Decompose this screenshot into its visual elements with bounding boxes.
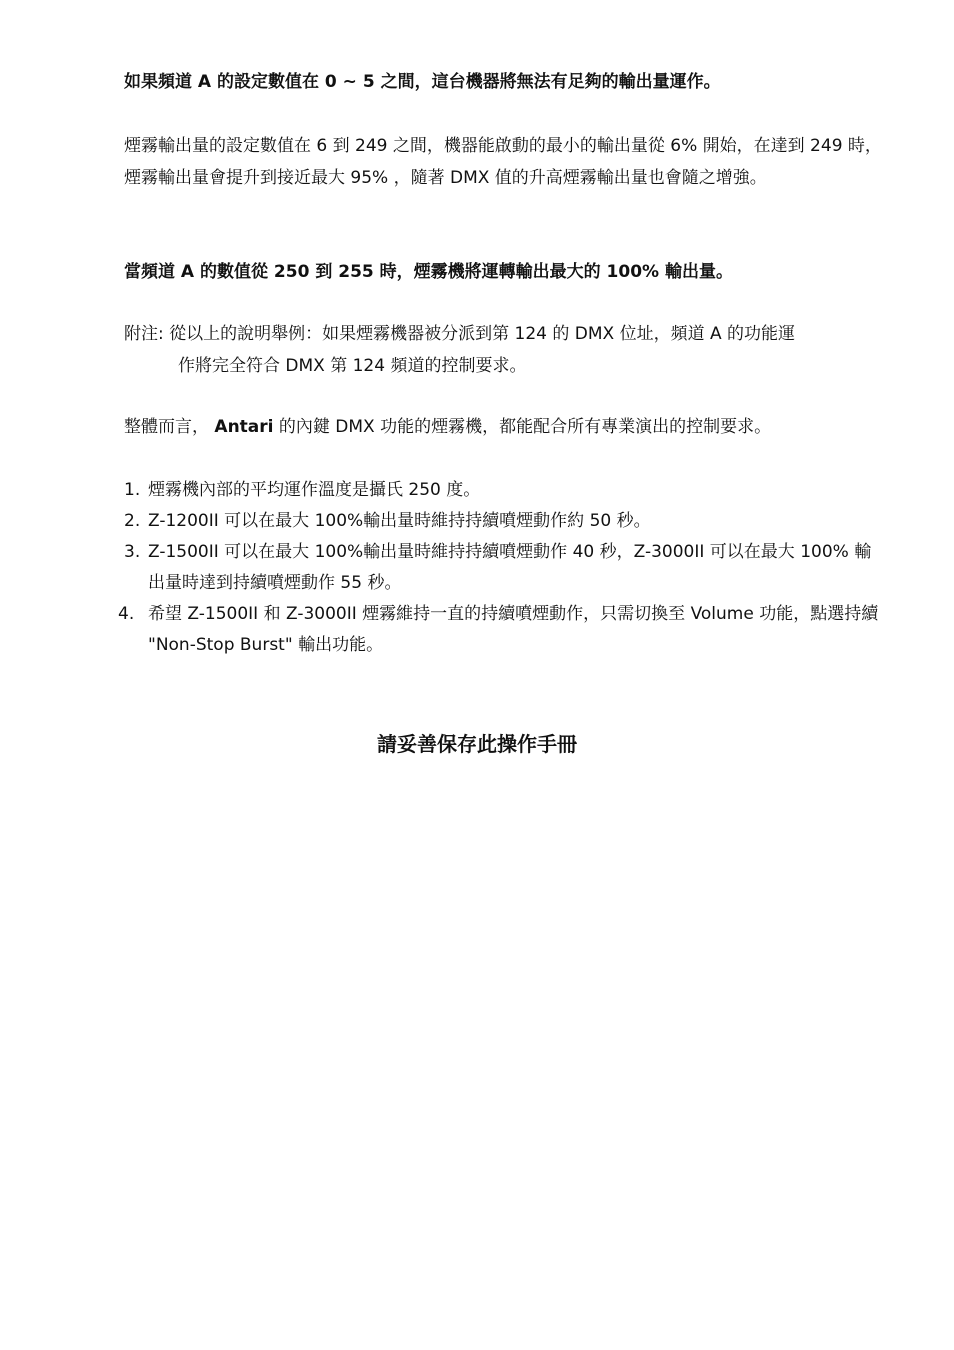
paragraph-channel-a-max: 當頻道 A 的數值從 250 到 255 時，煙霧機將運轉輸出最大的 100% 輸出量。 [124,262,733,282]
spec-list [118,475,888,661]
note-paragraph [124,318,886,382]
list-item-number: 3. [124,542,141,562]
list-item [118,599,888,661]
list-item [118,506,888,537]
list-item-number: 2. [124,511,141,531]
paragraph-output-range: 煙霧輸出量的設定數值在 6 到 249 之間，機器能啟動的最小的輸出量從 6% 開始，在達到 249 時，煙霧輸出量會提升到接近最大 95% ，隨著 DMX 值的升高煙霧輸出量也會隨之增強。 [124,136,882,188]
list-item-number: 1. [124,480,141,500]
list-item [118,537,888,599]
summary-prefix: 整體而言， [124,417,209,437]
paragraph-summary [124,411,886,443]
list-item-text: Z-1200II 可以在最大 100%輸出量時維持持續噴煙動作約 50 秒。 [148,511,651,531]
closing-note: 請妥善保存此操作手冊 [377,732,577,756]
paragraph-channel-a-low: 如果頻道 A 的設定數值在 0 ~ 5 之間，這台機器將無法有足夠的輸出量運作。 [124,72,721,92]
brand-name: Antari [214,417,274,437]
note-line-1: 附注: 從以上的說明舉例：如果煙霧機器被分派到第 124 的 DMX 位址，頻道 A 的功能運 [124,324,796,344]
list-item-text: Z-1500II 可以在最大 100%輸出量時維持持續噴煙動作 40 秒，Z-3000II 可以在最大 100% 輸出量時達到持續噴煙動作 55 秒。 [148,542,872,593]
list-item [118,475,888,506]
list-item-text: 煙霧機內部的平均運作溫度是攝氏 250 度。 [148,480,481,500]
list-item-number: 4. [118,604,135,624]
note-line-2: 作將完全符合 DMX 第 124 頻道的控制要求。 [178,356,527,376]
list-item-text: 希望 Z-1500II 和 Z-3000II 煙霧維持一直的持續噴煙動作，只需切換至 Volume 功能，點選持續 "Non-Stop Burst" 輸出功能。 [148,604,879,655]
summary-suffix: 的內鍵 DMX 功能的煙霧機，都能配合所有專業演出的控制要求。 [278,417,772,437]
